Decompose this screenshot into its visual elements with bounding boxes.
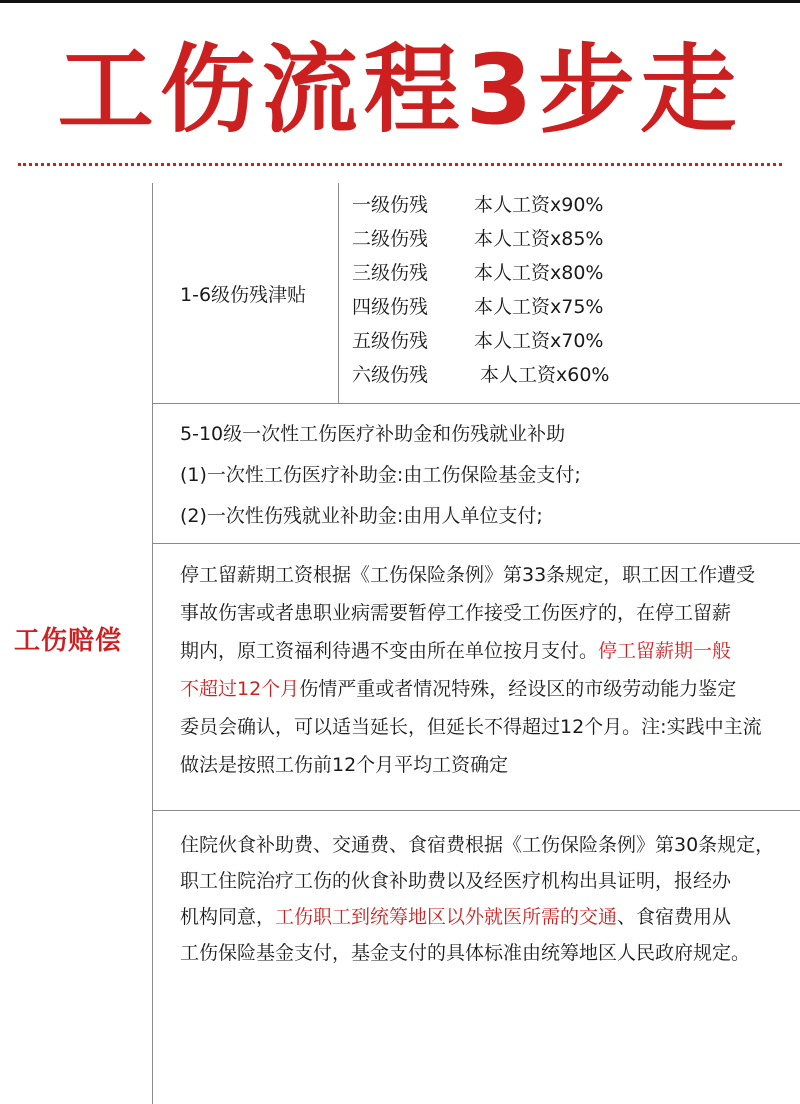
grade-pay: 本人工资x85% — [474, 228, 604, 250]
grade-pay: 本人工资x75% — [474, 296, 604, 318]
table-left-border — [152, 183, 153, 1104]
grade-pay: 本人工资x80% — [474, 262, 604, 284]
lump-sum-item-1: (1)一次性工伤医疗补助金:由工伤保险基金支付; — [180, 464, 581, 486]
paragraph-text: 机构同意， — [180, 906, 276, 928]
paragraph-line — [180, 632, 762, 670]
grade-row — [352, 256, 609, 290]
paragraph-line: 事故伤害或者患职业病需要暂停工作接受工伤医疗的，在停工留薪 — [180, 602, 732, 624]
hospital-expenses-section — [180, 827, 774, 971]
grade-row — [352, 358, 609, 392]
row-divider-2 — [152, 543, 800, 544]
top-border — [0, 0, 800, 3]
grade-name: 一级伤残 — [352, 194, 429, 216]
paragraph-line: 做法是按照工伤前12个月平均工资确定 — [180, 754, 509, 776]
grade-name: 四级伤残 — [352, 296, 429, 318]
paragraph-line — [180, 670, 762, 708]
paragraph-text: 伤情严重或者情况特殊，经设区的市级劳动能力鉴定 — [299, 678, 737, 700]
row-divider-3 — [152, 810, 800, 811]
row-divider-1 — [152, 403, 800, 404]
lump-sum-item-2: (2)一次性伤残就业补助金:由用人单位支付; — [180, 505, 543, 527]
dotted-divider — [18, 163, 782, 166]
lump-sum-section — [180, 414, 581, 537]
grade-column-border — [338, 183, 339, 403]
grade-row — [352, 222, 609, 256]
grade-name: 三级伤残 — [352, 262, 429, 284]
paragraph-line: 委员会确认，可以适当延长，但延长不得超过12个月。注:实践中主流 — [180, 716, 762, 738]
paragraph-line: 住院伙食补助费、交通费、食宿费根据《工伤保险条例》第30条规定， — [180, 834, 775, 856]
paragraph-text: 期内，原工资福利待遇不变由所在单位按月支付。 — [180, 640, 599, 662]
paragraph-line: 工伤保险基金支付，基金支付的具体标准由统筹地区人民政府规定。 — [180, 942, 751, 964]
paragraph-line: 职工住院治疗工伤的伙食补助费以及经医疗机构出具证明，报经办 — [180, 870, 732, 892]
lump-sum-heading: 5-10级一次性工伤医疗补助金和伤残就业补助 — [180, 423, 566, 445]
page-title: 工伤流程3步走 — [57, 34, 743, 146]
grade-pay: 本人工资x60% — [480, 364, 610, 386]
paragraph-line: 停工留薪期工资根据《工伤保险条例》第33条规定，职工因工作遭受 — [180, 564, 756, 586]
paragraph-line — [180, 899, 774, 935]
compensation-label: 工伤赔偿 — [14, 626, 123, 656]
grade-name: 六级伤残 — [352, 364, 429, 386]
disability-allowance-label: 1-6级伤残津贴 — [180, 284, 307, 306]
grade-row — [352, 188, 609, 222]
salary-suspension-section — [180, 556, 762, 784]
grade-list — [352, 188, 609, 392]
grade-row — [352, 290, 609, 324]
grade-pay: 本人工资x90% — [474, 194, 604, 216]
highlighted-text: 不超过12个月 — [180, 678, 300, 700]
highlighted-text: 停工留薪期一般 — [598, 640, 732, 662]
paragraph-text: 、食宿费用从 — [617, 906, 732, 928]
grade-row — [352, 324, 609, 358]
grade-name: 五级伤残 — [352, 330, 429, 352]
grade-name: 二级伤残 — [352, 228, 429, 250]
grade-pay: 本人工资x70% — [474, 330, 604, 352]
highlighted-text: 工伤职工到统筹地区以外就医所需的交通 — [275, 906, 618, 928]
